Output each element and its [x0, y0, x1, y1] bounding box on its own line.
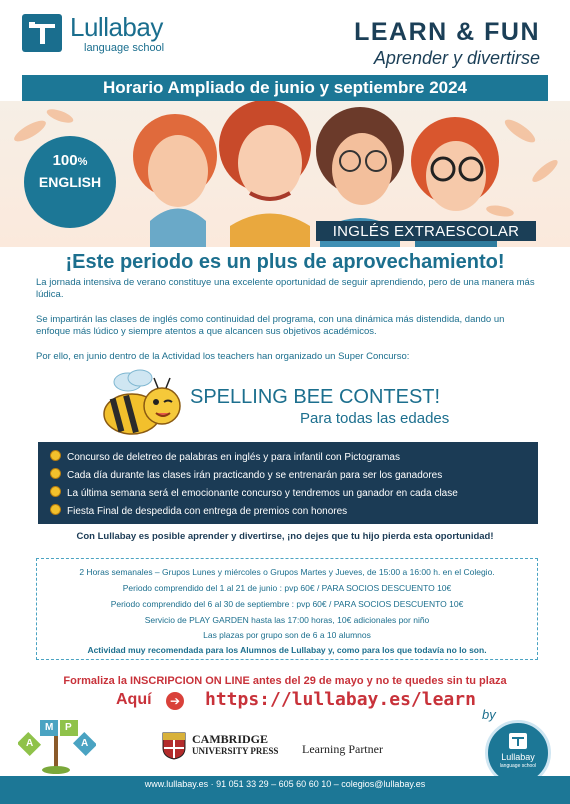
badge-brand-sub: language school: [499, 763, 537, 769]
bullet-text: Concurso de deletreo de palabras en inglés y para infantil con Pictogramas: [67, 452, 400, 463]
bee-bullet-icon: [50, 468, 61, 479]
list-item: [50, 504, 347, 517]
ampa-letter: P: [65, 722, 72, 733]
bee-bullet-icon: [50, 504, 61, 515]
lullabay-logo-icon: [22, 14, 62, 52]
info-line: Periodo comprendido del 1 al 21 de junio : pvp 60€ / PARA SOCIOS DESCUENTO 10€: [122, 583, 452, 593]
classes-paragraph: Se impartirán las clases de inglés como continuidad del programa, con una dinámica más distendida, dando un enfoque más lúdico y siempre atentos a que alcancen sus objetivos académicos.: [36, 314, 505, 337]
info-line: Actividad muy recomendada para los Alumnos de Lullabay y, como para los que todavía no lo son.: [87, 645, 487, 655]
by-label: by: [482, 707, 496, 722]
contest-intro-paragraph: Por ello, en junio dentro de la Actividad los teachers han organizado un Super Concurso:: [36, 351, 410, 362]
intro-paragraph: La jornada intensiva de verano constituye una excelente oportunidad de seguir aprendiendo, pero de una manera más lúdica.: [36, 277, 535, 300]
info-line: 2 Horas semanales – Grupos Lunes y miércoles o Grupos Martes y Jueves, de 15:00 a 16:00 h. en el Colegio.: [79, 567, 495, 577]
page-title: LEARN & FUN: [354, 18, 540, 46]
bee-bullet-icon: [50, 450, 61, 461]
badge-number: 100: [52, 152, 78, 169]
schedule-banner: Horario Ampliado de junio y septiembre 2024: [22, 75, 548, 101]
schedule-info-box: [36, 558, 538, 660]
bullet-text: Fiesta Final de despedida con entrega de premios con honores: [67, 506, 348, 517]
brand-subtitle: language school: [84, 42, 165, 54]
cambridge-shield-icon: [162, 732, 186, 760]
contest-subtitle: Para todas las edades: [300, 410, 450, 427]
badge-label: ENGLISH: [38, 174, 102, 190]
english-badge: [24, 136, 116, 228]
bullet-text: Cada día durante las clases irán practicando y se entrenarán para ser los ganadores: [67, 470, 443, 481]
ampa-letter: A: [81, 738, 89, 749]
brand-name: Lullabay: [70, 12, 163, 42]
info-line: Periodo comprendido del 6 al 30 de septiembre : pvp 60€ / PARA SOCIOS DESCUENTO 10€: [110, 599, 464, 609]
list-item: [50, 486, 458, 499]
registration-link[interactable]: https://lullabay.es/learn: [205, 689, 476, 710]
page-subtitle: Aprender y divertirse: [373, 48, 540, 68]
main-headline: ¡Este periodo es un plus de aprovechamiento!: [65, 251, 505, 273]
footer-contact: www.lullabay.es · 91 051 33 29 – 605 60 60 10 – colegios@lullabay.es: [0, 776, 570, 804]
info-line: Las plazas por grupo son de 6 a 10 alumnos: [203, 630, 371, 640]
aqui-label: Aquí: [116, 691, 152, 708]
lullabay-badge-icon: [509, 733, 527, 749]
badge-brand: Lullabay: [501, 752, 535, 762]
list-item: [50, 450, 400, 463]
bullet-text: La última semana será el emocionante concurso y tendremos un ganador en cada clase: [67, 488, 458, 499]
registration-notice: Formaliza la INSCRIPCION ON LINE antes del 29 de mayo y no te quedes sin tu plaza: [63, 675, 507, 687]
info-line: Servicio de PLAY GARDEN hasta las 17:00 horas, 10€ adicionales por niño: [144, 615, 430, 625]
ampa-letter: A: [26, 738, 34, 749]
cambridge-press: UNIVERSITY PRESS: [192, 746, 279, 756]
ampa-letter: M: [45, 722, 54, 733]
ampa-logo-icon: [18, 720, 96, 776]
bee-icon: [98, 368, 184, 440]
contest-title: SPELLING BEE CONTEST!: [190, 386, 441, 408]
cambridge-name: CAMBRIDGE: [192, 732, 269, 746]
contest-bullet-list: [38, 442, 538, 524]
list-item: [50, 468, 442, 481]
badge-percent: %: [77, 156, 88, 168]
extracurricular-tag: INGLÉS EXTRAESCOLAR: [316, 221, 536, 241]
arrow-right-icon[interactable]: ➔: [166, 692, 184, 710]
learning-partner-label: Learning Partner: [302, 742, 383, 756]
tagline: Con Lullabay es posible aprender y divertirse, ¡no dejes que tu hijo pierda esta oportunidad!: [76, 531, 494, 542]
bee-bullet-icon: [50, 486, 61, 497]
